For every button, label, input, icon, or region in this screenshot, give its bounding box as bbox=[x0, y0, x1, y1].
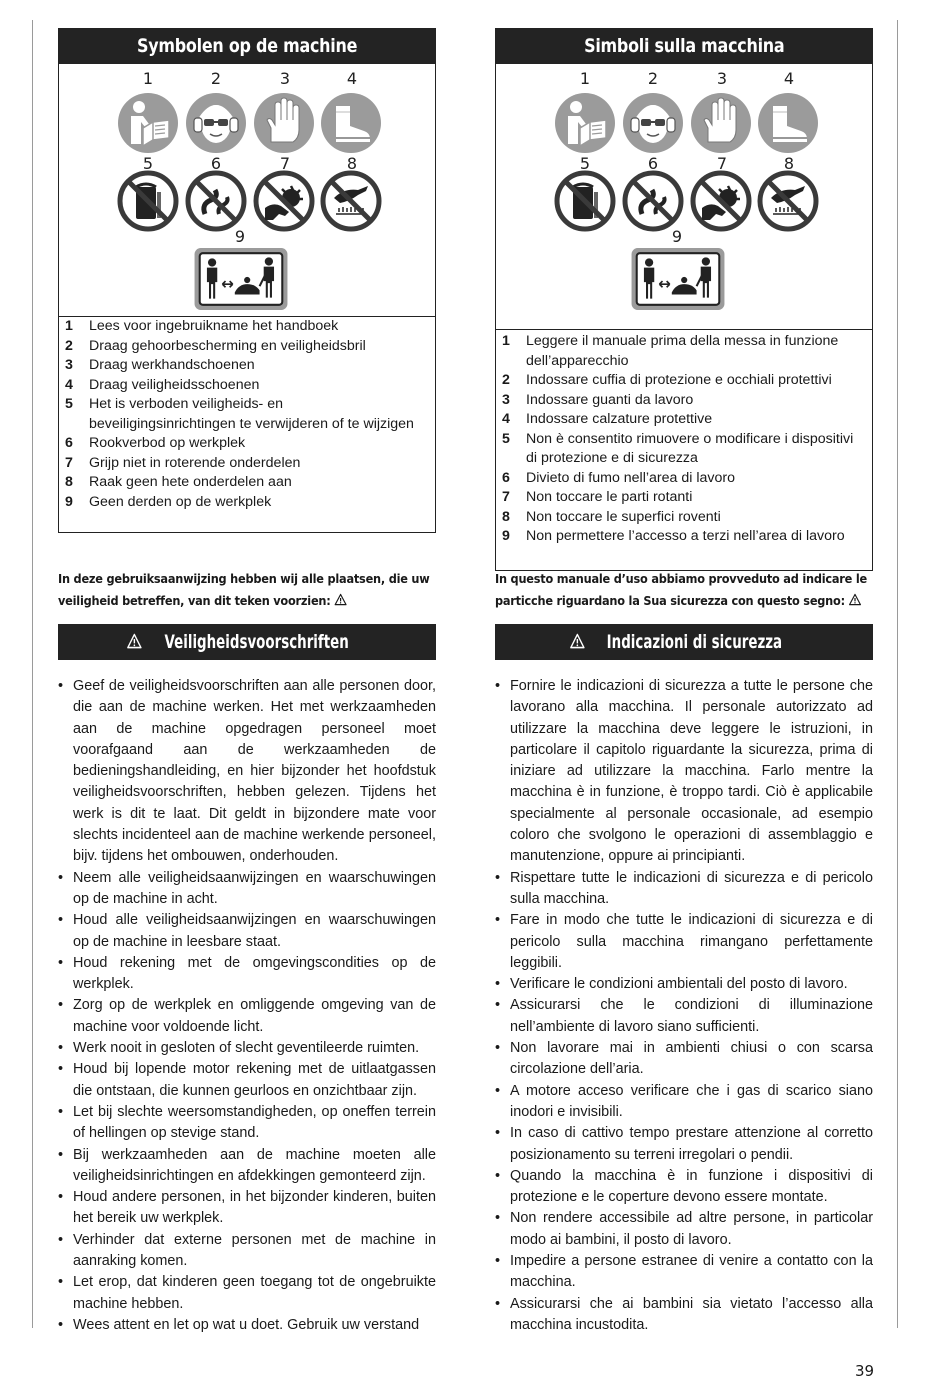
legend-text: Indossare cuffia di protezione e occhiali protettivi bbox=[526, 372, 832, 388]
page-number: 39 bbox=[855, 1362, 875, 1380]
safety-rule-item: • Let erop, dat kinderen geen toegang tot de ongebruikte machine hebben. bbox=[58, 1272, 436, 1315]
legend-number: 6 bbox=[502, 469, 510, 486]
hearing-eye-protection-icon bbox=[622, 92, 684, 154]
symbol-number: 8 bbox=[783, 154, 795, 173]
no-smoking-icon bbox=[185, 170, 247, 232]
legend-text: Leggere il manuale prima della messa in funzione dell’apparecchio bbox=[526, 333, 839, 369]
safety-boots-icon bbox=[320, 92, 382, 154]
safety-sign-note bbox=[58, 568, 438, 612]
legend-item bbox=[65, 317, 429, 337]
legend-number: 7 bbox=[502, 489, 510, 505]
safety-rules-list bbox=[495, 676, 873, 1336]
symbols-panel bbox=[58, 64, 436, 317]
legend-number: 3 bbox=[65, 357, 73, 373]
legend-item bbox=[502, 332, 866, 371]
symbols-title-bar bbox=[58, 28, 436, 64]
symbol-number: 6 bbox=[647, 154, 659, 173]
legend-text: Draag veiligheidsschoenen bbox=[89, 376, 260, 393]
safety-rule-item: • Geef de veiligheidsvoorschriften aan alle personen door, die aan de machine werken. Het met werkzaamheden aan de machine opgedragen personeel moet voorafgaand aan de werkzaamheden de bedieningshandleiding, en hier bijzonder het hoofdstuk veiligheidsvoorschriften, hebben gelezen. Tijdens het werk is dit te laat. Dit geldt in bijzondere mate voor slechts incidenteel aan de machine werkende personeel, bijv. tijdens het ombouwen, onderhouden. bbox=[58, 676, 436, 868]
legend-item bbox=[502, 371, 866, 391]
safety-rule-item: • Werk nooit in gesloten of slecht geventileerde ruimten. bbox=[58, 1038, 436, 1059]
safety-rule-item: • Quando la macchina è in funzione i dispositivi di protezione e le coperture devono essere montate. bbox=[495, 1166, 873, 1209]
legend-item bbox=[65, 356, 429, 376]
no-rotating-parts-icon bbox=[253, 170, 315, 232]
legend-text: Non è consentito rimuovere o modificare i dispositivi di protezione e di sicurezza bbox=[526, 430, 854, 466]
legend-number: 8 bbox=[65, 474, 73, 490]
warning-triangle-icon bbox=[569, 633, 584, 649]
safety-boots-icon bbox=[757, 92, 819, 154]
warning-triangle-icon bbox=[849, 593, 862, 606]
legend-item bbox=[502, 410, 866, 430]
legend-item bbox=[65, 434, 429, 454]
legend-text: Geen derden op de werkplek bbox=[89, 493, 272, 510]
symbol-number: 8 bbox=[346, 154, 358, 173]
safety-sign-note-text: In deze gebruiksaanwijzing hebben wij alle plaatsen, die uw veiligheid betreffen, van dit teken voorzien: bbox=[58, 571, 430, 608]
legend-item bbox=[502, 391, 866, 411]
read-manual-icon bbox=[554, 92, 616, 154]
safety-rules-title-bar bbox=[58, 624, 436, 660]
legend-text: Raak geen hete onderdelen aan bbox=[89, 474, 292, 490]
legend-number: 5 bbox=[502, 430, 510, 447]
legend-number: 9 bbox=[65, 493, 73, 510]
no-guard-removal-icon bbox=[117, 170, 179, 232]
legend-number: 2 bbox=[65, 337, 73, 354]
safety-rule-item: • Let bij slechte weersomstandigheden, op oneffen terrein of hellingen op stevige stand. bbox=[58, 1102, 436, 1145]
symbol-number: 6 bbox=[210, 154, 222, 173]
safety-rule-item: • Houd rekening met de omgevingscondities op de werkplek. bbox=[58, 953, 436, 996]
symbol-number: 2 bbox=[210, 69, 222, 88]
safety-rule-item: • Non lavorare mai in ambienti chiusi o con scarsa circolazione dell’aria. bbox=[495, 1038, 873, 1081]
legend-item bbox=[65, 376, 429, 396]
safety-rule-item: • Non rendere accessibile ad altre persone, in particolar modo ai bambini, il posto di lavoro. bbox=[495, 1208, 873, 1251]
no-hot-surfaces-icon bbox=[320, 170, 382, 232]
legend-number: 5 bbox=[65, 396, 73, 412]
no-hot-surfaces-icon bbox=[757, 170, 819, 232]
warning-triangle-icon bbox=[127, 633, 142, 649]
symbol-number: 2 bbox=[647, 69, 659, 88]
symbols-title: Simboli sulla macchina bbox=[583, 35, 785, 57]
safety-rule-item: • Verificare le condizioni ambientali del posto di lavoro. bbox=[495, 974, 873, 995]
legend-number: 1 bbox=[502, 333, 510, 349]
warning-triangle-icon bbox=[334, 593, 347, 606]
symbol-number: 1 bbox=[579, 69, 591, 88]
legend-number: 7 bbox=[65, 454, 73, 471]
legend-number: 8 bbox=[502, 508, 510, 525]
safety-rule-item: • Bij werkzaamheden aan de machine moeten alle veiligheidsinrichtingen en afdekkingen gemonteerd zijn. bbox=[58, 1145, 436, 1188]
legend-text: Draag gehoorbescherming en veiligheidsbril bbox=[89, 337, 366, 354]
work-gloves-icon bbox=[690, 92, 752, 154]
legend-item bbox=[502, 469, 866, 489]
legend-text: Non toccare le superfici roventi bbox=[526, 508, 721, 525]
safety-sign-note-text: In questo manuale d’uso abbiamo provveduto ad indicare le particche riguardano la Sua sicurezza con questo segno: bbox=[495, 571, 867, 608]
legend-number: 1 bbox=[65, 318, 73, 334]
safety-rules-title: Veiligheidsvoorschriften bbox=[164, 631, 350, 653]
legend-text: Indossare guanti da lavoro bbox=[526, 391, 694, 408]
legend-text: Indossare calzature protettive bbox=[526, 411, 713, 427]
hearing-eye-protection-icon bbox=[185, 92, 247, 154]
legend-number: 2 bbox=[502, 372, 510, 388]
legend-item bbox=[502, 488, 866, 508]
safety-rule-item: • Assicurarsi che le condizioni di illuminazione nell’ambiente di lavoro siano sufficienti. bbox=[495, 995, 873, 1038]
no-guard-removal-icon bbox=[554, 170, 616, 232]
legend-item bbox=[502, 430, 866, 469]
symbol-number: 9 bbox=[234, 227, 246, 246]
symbol-number: 3 bbox=[716, 69, 728, 88]
safety-sign-note bbox=[495, 568, 875, 612]
symbol-number: 4 bbox=[783, 69, 795, 88]
legend-item bbox=[65, 395, 429, 434]
symbols-title: Symbolen op de machine bbox=[136, 35, 358, 57]
symbol-number: 9 bbox=[671, 227, 683, 246]
safety-rules-list bbox=[58, 676, 436, 1336]
safety-rule-item: • Verhinder dat externe personen met de machine in aanraking komen. bbox=[58, 1230, 436, 1273]
symbol-number: 7 bbox=[279, 154, 291, 173]
safety-rule-item: • Wees attent en let op wat u doet. Gebruik uw verstand bbox=[58, 1315, 436, 1336]
legend-item bbox=[502, 508, 866, 528]
legend-text: Grijp niet in roterende onderdelen bbox=[89, 454, 301, 471]
safety-rule-item: • Houd andere personen, in het bijzonder kinderen, buiten het bereik uw werkplek. bbox=[58, 1187, 436, 1230]
legend-item bbox=[65, 337, 429, 357]
symbols-title-bar bbox=[495, 28, 873, 64]
symbols-legend bbox=[58, 317, 436, 533]
read-manual-icon bbox=[117, 92, 179, 154]
work-gloves-icon bbox=[253, 92, 315, 154]
legend-text: Lees voor ingebruikname het handboek bbox=[89, 318, 339, 334]
safety-rule-item: • Zorg op de werkplek en omliggende omgeving van de machine voor voldoende licht. bbox=[58, 995, 436, 1038]
legend-number: 4 bbox=[502, 411, 510, 427]
safety-rule-item: • Impedire a persone estranee di venire a contatto con la macchina. bbox=[495, 1251, 873, 1294]
safety-rule-item: • Houd bij lopende motor rekening met de uitlaatgassen die ontstaan, die kunnen geurloos en onzichtbaar zijn. bbox=[58, 1059, 436, 1102]
legend-item bbox=[502, 527, 866, 547]
symbol-number: 4 bbox=[346, 69, 358, 88]
no-smoking-icon bbox=[622, 170, 684, 232]
safety-rule-item: • A motore acceso verificare che i gas di scarico siano inodori e invisibili. bbox=[495, 1081, 873, 1124]
legend-item bbox=[65, 473, 429, 493]
legend-text: Divieto di fumo nell’area di lavoro bbox=[526, 469, 735, 486]
symbol-number: 7 bbox=[716, 154, 728, 173]
legend-text: Rookverbod op werkplek bbox=[89, 435, 246, 451]
symbols-panel bbox=[495, 64, 873, 330]
legend-text: Non toccare le parti rotanti bbox=[526, 489, 693, 505]
safety-rule-item: • Fornire le indicazioni di sicurezza a tutte le persone che lavorano alla macchina. Il personale autorizzato ad utilizzare la macchina deve leggere le istruzioni, in particolare il capitolo riguardante la sicurezza, prima di iniziare ad utilizzare la macchina. Farlo mentre la macchina è in funzione, è troppo tardi. Ciò è applicabile specialmente al personale occasionale, ad esempio coloro che svolgono le operazioni di assemblaggio e manutenzione, oppure ai principianti. bbox=[495, 676, 873, 868]
legend-item bbox=[65, 493, 429, 513]
right-column-rule bbox=[897, 20, 898, 1328]
symbols-legend bbox=[495, 330, 873, 571]
safety-rule-item: • In caso di cattivo tempo prestare attenzione al corretto posizionamento su terreni irregolari o pendii. bbox=[495, 1123, 873, 1166]
legend-item bbox=[65, 454, 429, 474]
safety-rule-item: • Assicurarsi che ai bambini sia vietato l’accesso alla macchina incustodita. bbox=[495, 1294, 873, 1337]
safety-rules-title-bar bbox=[495, 624, 873, 660]
legend-text: Het is verboden veiligheids- en beveiligingsinrichtingen te verwijderen of te wijzigen bbox=[89, 396, 414, 432]
no-rotating-parts-icon bbox=[690, 170, 752, 232]
no-bystanders-icon bbox=[630, 247, 726, 311]
safety-rule-item: • Neem alle veiligheidsaanwijzingen en waarschuwingen op de machine in acht. bbox=[58, 868, 436, 911]
symbol-number: 1 bbox=[142, 69, 154, 88]
symbol-number: 5 bbox=[579, 154, 591, 173]
symbol-number: 3 bbox=[279, 69, 291, 88]
legend-number: 9 bbox=[502, 528, 510, 544]
safety-rule-item: • Fare in modo che tutte le indicazioni di sicurezza e di pericolo sulla macchina rimangano perfettamente leggibili. bbox=[495, 910, 873, 974]
legend-text: Draag werkhandschoenen bbox=[89, 357, 255, 373]
safety-rule-item: • Houd alle veiligheidsaanwijzingen en waarschuwingen op de machine in leesbare staat. bbox=[58, 910, 436, 953]
safety-rule-item: • Rispettare tutte le indicazioni di sicurezza e di pericolo sulla macchina. bbox=[495, 868, 873, 911]
legend-number: 3 bbox=[502, 391, 510, 408]
no-bystanders-icon bbox=[193, 247, 289, 311]
symbol-number: 5 bbox=[142, 154, 154, 173]
legend-number: 4 bbox=[65, 376, 73, 393]
safety-rules-title: Indicazioni di sicurezza bbox=[606, 631, 782, 653]
left-column-rule bbox=[32, 20, 33, 1328]
legend-text: Non permettere l’accesso a terzi nell’area di lavoro bbox=[526, 528, 845, 544]
legend-number: 6 bbox=[65, 435, 73, 451]
